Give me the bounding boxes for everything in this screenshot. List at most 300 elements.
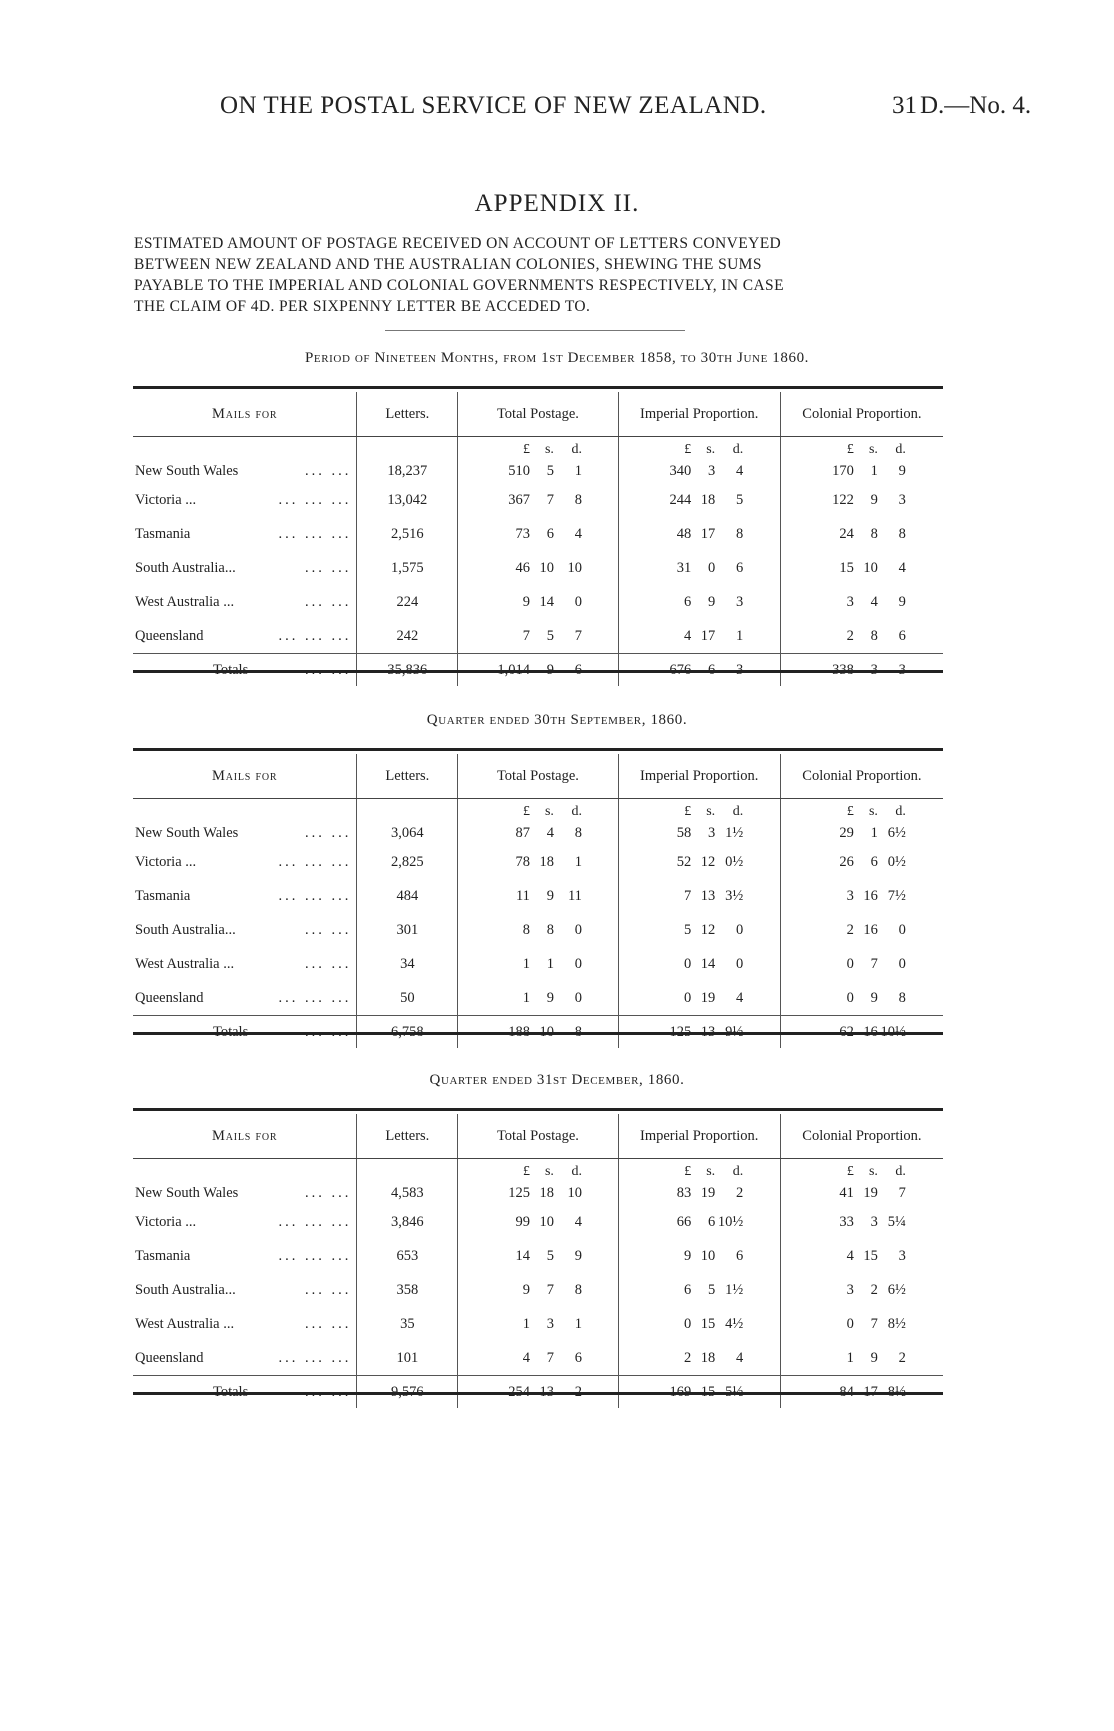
units-row <box>133 799 943 822</box>
unit-label: £ <box>846 1164 854 1179</box>
section-divider <box>385 330 685 331</box>
colony-name <box>133 1239 357 1273</box>
total-postage-pounds: 1 <box>522 989 530 1006</box>
imperial-proportion <box>618 585 780 619</box>
header-row <box>133 392 943 437</box>
colony-name-text: New South Wales <box>135 824 239 841</box>
colony-name <box>133 981 357 1016</box>
unit-label: s. <box>544 1164 554 1179</box>
total-postage-header: Total Postage. <box>458 754 618 799</box>
imperial-proportion-pounds: 7 <box>683 887 692 904</box>
imperial-proportion-pence: 6 <box>735 559 744 576</box>
units-header <box>458 1159 618 1182</box>
colonial-proportion-shillings: 2 <box>870 1281 878 1298</box>
colonial-proportion-header: Colonial Proportion. <box>780 392 943 437</box>
table-row <box>133 981 943 1016</box>
colonial-proportion <box>780 913 943 947</box>
total-postage-pence: 0 <box>574 989 582 1006</box>
total-postage-pence: 7 <box>574 627 582 644</box>
leader-dots: ... ... ... <box>278 1213 352 1230</box>
colonial-proportion-pounds: 15 <box>839 559 854 576</box>
description-line: THE CLAIM OF 4D. PER SIXPENNY LETTER BE ACCEDED TO. <box>134 298 591 315</box>
header-row <box>133 754 943 799</box>
imperial-proportion-pence: 1½ <box>725 1281 744 1298</box>
colony-name-text: South Australia... <box>135 921 236 938</box>
imperial-proportion-pence: 8 <box>735 525 744 542</box>
total-postage-pounds: 73 <box>515 525 530 542</box>
table-row <box>133 1205 943 1239</box>
letters-count: 2,516 <box>357 517 458 551</box>
total-postage <box>458 1273 618 1307</box>
total-postage-shillings: 7 <box>546 491 554 508</box>
total-postage-pence: 11 <box>567 887 582 904</box>
colonial-proportion <box>780 619 943 654</box>
leader-dots: ... ... ... <box>278 525 352 542</box>
colonial-proportion-shillings: 3 <box>870 1213 878 1230</box>
imperial-proportion-pounds: 0 <box>683 1315 692 1332</box>
imperial-proportion-pounds: 244 <box>669 491 692 508</box>
colony-name <box>133 517 357 551</box>
colonial-proportion <box>780 1273 943 1307</box>
imperial-proportion-pounds: 31 <box>676 559 692 576</box>
colony-name-text: South Australia... <box>135 559 236 576</box>
colony-name-text: South Australia... <box>135 1281 236 1298</box>
colony-name <box>133 459 357 483</box>
unit-label: d. <box>895 804 906 819</box>
unit-label: s. <box>706 1164 716 1179</box>
letters-header: Letters. <box>357 392 458 437</box>
imperial-proportion-shillings: 14 <box>700 955 716 972</box>
table-bottom-rule <box>133 1032 943 1035</box>
leader-dots: ... ... <box>305 1281 352 1298</box>
table-row <box>133 1239 943 1273</box>
total-postage-pounds: 8 <box>522 921 530 938</box>
colonial-proportion-pence: 7½ <box>887 887 906 904</box>
total-postage <box>458 845 618 879</box>
leader-dots: ... ... ... <box>278 989 352 1006</box>
mails-for-header: Mails for <box>133 392 357 437</box>
total-postage-pence: 1 <box>574 462 582 479</box>
table-description <box>134 233 949 317</box>
total-postage-pence: 0 <box>574 593 582 610</box>
units-header <box>458 799 618 822</box>
imperial-proportion-pence: 0½ <box>725 853 744 870</box>
total-postage-shillings: 6 <box>546 525 554 542</box>
colony-name-text: West Australia ... <box>135 1315 235 1332</box>
colonial-proportion-pounds: 2 <box>846 627 854 644</box>
imperial-proportion <box>618 879 780 913</box>
colonial-proportion <box>780 947 943 981</box>
unit-label: £ <box>684 1164 692 1179</box>
total-postage-pence: 10 <box>567 1184 582 1201</box>
description-line: ESTIMATED AMOUNT OF POSTAGE RECEIVED ON ACCOUNT OF LETTERS CONVEYED <box>134 235 782 252</box>
imperial-proportion-shillings: 6 <box>707 1213 716 1230</box>
imperial-proportion-pence: 3 <box>735 593 744 610</box>
total-postage-pence: 1 <box>574 853 582 870</box>
colony-name-text: Tasmania <box>135 887 191 904</box>
imperial-proportion <box>618 1205 780 1239</box>
unit-label: s. <box>544 804 554 819</box>
imperial-proportion-shillings: 12 <box>700 853 716 870</box>
colonial-proportion-pounds: 3 <box>846 1281 854 1298</box>
table-row <box>133 619 943 654</box>
imperial-proportion-header: Imperial Proportion. <box>618 754 780 799</box>
colonial-proportion-shillings: 15 <box>863 1247 878 1264</box>
imperial-proportion-header: Imperial Proportion. <box>618 392 780 437</box>
imperial-proportion-pence: 5 <box>735 491 744 508</box>
leader-dots: ... ... <box>305 559 352 576</box>
total-postage-pence: 4 <box>574 525 582 542</box>
imperial-proportion-pounds: 4 <box>683 627 692 644</box>
total-postage-pence: 0 <box>574 921 582 938</box>
total-postage <box>458 551 618 585</box>
unit-label: d. <box>571 1164 582 1179</box>
colonial-proportion-shillings: 1 <box>870 824 878 841</box>
imperial-proportion <box>618 1239 780 1273</box>
units-header <box>780 799 943 822</box>
unit-label: d. <box>895 442 906 457</box>
colonial-proportion-pence: 7 <box>898 1184 906 1201</box>
letters-count: 224 <box>357 585 458 619</box>
total-postage <box>458 1181 618 1205</box>
total-postage-pence: 10 <box>567 559 582 576</box>
leader-dots: ... ... ... <box>278 887 352 904</box>
table-bottom-rule <box>133 1392 943 1395</box>
total-postage-pence: 1 <box>574 1315 582 1332</box>
total-postage-shillings: 7 <box>546 1349 554 1366</box>
total-postage-pence: 0 <box>574 955 582 972</box>
units-header <box>780 437 943 460</box>
postage-table-september <box>133 754 943 1048</box>
colonial-proportion <box>780 879 943 913</box>
colonial-proportion-pounds: 2 <box>846 921 854 938</box>
imperial-proportion-pounds: 0 <box>683 955 692 972</box>
description-line: BETWEEN NEW ZEALAND AND THE AUSTRALIAN COLONIES, SHEWING THE SUMS <box>134 256 762 273</box>
colonial-proportion <box>780 1239 943 1273</box>
imperial-proportion-shillings: 3 <box>707 824 716 841</box>
colony-name <box>133 1341 357 1376</box>
total-postage-shillings: 5 <box>546 462 554 479</box>
total-postage <box>458 483 618 517</box>
postage-table-december <box>133 1114 943 1408</box>
total-postage-shillings: 18 <box>539 853 554 870</box>
colony-name-text: West Australia ... <box>135 593 235 610</box>
colonial-proportion-shillings: 19 <box>863 1184 878 1201</box>
imperial-proportion-shillings: 19 <box>700 1184 716 1201</box>
colonial-proportion-pounds: 33 <box>839 1213 854 1230</box>
colony-name-text: Queensland <box>135 1349 204 1366</box>
colony-name-text: Tasmania <box>135 525 191 542</box>
letters-count: 18,237 <box>357 459 458 483</box>
unit-label: d. <box>732 442 744 457</box>
imperial-proportion-header: Imperial Proportion. <box>618 1114 780 1159</box>
imperial-proportion-pence: 10½ <box>717 1213 744 1230</box>
colonial-proportion-pounds: 24 <box>839 525 854 542</box>
colonial-proportion-pence: 5¼ <box>887 1213 906 1230</box>
total-postage <box>458 1307 618 1341</box>
unit-label: d. <box>732 804 744 819</box>
colony-name-text: Queensland <box>135 627 204 644</box>
imperial-proportion-shillings: 15 <box>700 1315 716 1332</box>
quarter-caption-september: Quarter ended 30th September, 1860. <box>426 712 688 728</box>
table-top-rule <box>133 386 943 389</box>
table-top-rule <box>133 748 943 751</box>
table-row <box>133 1273 943 1307</box>
colonial-proportion-shillings: 9 <box>870 491 878 508</box>
colonial-proportion-shillings: 7 <box>870 955 878 972</box>
colonial-proportion <box>780 821 943 845</box>
colony-name <box>133 585 357 619</box>
total-postage-shillings: 5 <box>546 1247 554 1264</box>
unit-label: d. <box>571 804 582 819</box>
header-row <box>133 1114 943 1159</box>
colonial-proportion-pence: 3 <box>898 1247 906 1264</box>
imperial-proportion <box>618 517 780 551</box>
postage-table-period <box>133 392 943 686</box>
total-postage-pence: 8 <box>574 1281 582 1298</box>
colonial-proportion-pence: 9 <box>898 593 906 610</box>
imperial-proportion-pence: 4 <box>735 1349 744 1366</box>
unit-label: d. <box>732 1164 744 1179</box>
leader-dots: ... ... ... <box>278 1349 352 1366</box>
table-bottom-rule <box>133 670 943 673</box>
period-caption: Period of Nineteen Months, from 1st December 1858, to 30th June 1860. <box>304 350 810 366</box>
total-postage-pounds: 1 <box>522 955 530 972</box>
total-postage-header: Total Postage. <box>458 1114 618 1159</box>
imperial-proportion <box>618 845 780 879</box>
imperial-proportion-shillings: 0 <box>707 559 716 576</box>
total-postage <box>458 585 618 619</box>
colonial-proportion-shillings: 10 <box>863 559 878 576</box>
table-row <box>133 585 943 619</box>
total-postage-shillings: 18 <box>539 1184 554 1201</box>
imperial-proportion-shillings: 10 <box>700 1247 716 1264</box>
imperial-proportion-shillings: 9 <box>707 593 716 610</box>
imperial-proportion <box>618 483 780 517</box>
colonial-proportion <box>780 981 943 1016</box>
colony-name <box>133 1273 357 1307</box>
colonial-proportion-pounds: 41 <box>839 1184 854 1201</box>
blank-cell <box>133 799 357 822</box>
colonial-proportion-shillings: 4 <box>870 593 878 610</box>
blank-cell <box>357 437 458 460</box>
colonial-proportion-shillings: 7 <box>870 1315 878 1332</box>
total-postage-shillings: 5 <box>546 627 554 644</box>
table-row <box>133 551 943 585</box>
colonial-proportion-pence: 4 <box>898 559 906 576</box>
document-reference: D.—No. 4. <box>920 92 1032 119</box>
unit-label: £ <box>846 442 854 457</box>
total-postage-pence: 4 <box>574 1213 582 1230</box>
mails-for-header: Mails for <box>133 754 357 799</box>
total-postage-shillings: 14 <box>539 593 554 610</box>
total-postage <box>458 517 618 551</box>
colony-name-text: New South Wales <box>135 1184 239 1201</box>
letters-count: 3,846 <box>357 1205 458 1239</box>
leader-dots: ... ... <box>305 462 352 479</box>
colonial-proportion-pounds: 1 <box>846 1349 854 1366</box>
table-row <box>133 913 943 947</box>
imperial-proportion <box>618 1341 780 1376</box>
colonial-proportion-shillings: 16 <box>863 921 878 938</box>
blank-cell <box>357 1159 458 1182</box>
blank-cell <box>357 799 458 822</box>
colonial-proportion <box>780 585 943 619</box>
imperial-proportion-pence: 0 <box>735 921 744 938</box>
letters-count: 101 <box>357 1341 458 1376</box>
colonial-proportion-pence: 6½ <box>887 824 906 841</box>
total-postage-pence: 9 <box>574 1247 582 1264</box>
colonial-proportion-shillings: 9 <box>870 1349 878 1366</box>
unit-label: d. <box>895 1164 906 1179</box>
colony-name <box>133 1205 357 1239</box>
leader-dots: ... ... <box>305 955 352 972</box>
mails-for-header: Mails for <box>133 1114 357 1159</box>
imperial-proportion <box>618 1273 780 1307</box>
colonial-proportion <box>780 459 943 483</box>
colony-name <box>133 913 357 947</box>
imperial-proportion-pounds: 58 <box>676 824 692 841</box>
imperial-proportion <box>618 551 780 585</box>
colonial-proportion-pence: 8 <box>898 989 906 1006</box>
imperial-proportion-pounds: 6 <box>683 1281 692 1298</box>
colonial-proportion-shillings: 1 <box>870 462 878 479</box>
imperial-proportion <box>618 947 780 981</box>
table-top-rule <box>133 1108 943 1111</box>
imperial-proportion <box>618 1181 780 1205</box>
letters-count: 50 <box>357 981 458 1016</box>
colony-name-text: Queensland <box>135 989 204 1006</box>
colonial-proportion-pounds: 0 <box>846 989 854 1006</box>
total-postage <box>458 821 618 845</box>
units-header <box>618 437 780 460</box>
unit-label: s. <box>868 442 878 457</box>
units-header <box>458 437 618 460</box>
letters-count: 3,064 <box>357 821 458 845</box>
imperial-proportion-pence: 1 <box>735 627 744 644</box>
colonial-proportion-pence: 3 <box>898 491 906 508</box>
colonial-proportion <box>780 1205 943 1239</box>
total-postage-pounds: 9 <box>522 1281 530 1298</box>
colonial-proportion-pence: 8½ <box>887 1315 906 1332</box>
total-postage-shillings: 10 <box>539 559 554 576</box>
letters-count: 358 <box>357 1273 458 1307</box>
colonial-proportion-pounds: 3 <box>846 887 854 904</box>
imperial-proportion <box>618 459 780 483</box>
unit-label: £ <box>522 442 530 457</box>
total-postage-shillings: 4 <box>546 824 554 841</box>
letters-count: 1,575 <box>357 551 458 585</box>
total-postage <box>458 913 618 947</box>
letters-count: 4,583 <box>357 1181 458 1205</box>
total-postage-shillings: 3 <box>546 1315 554 1332</box>
colony-name-text: Tasmania <box>135 1247 191 1264</box>
colonial-proportion-pounds: 26 <box>839 853 854 870</box>
imperial-proportion-pence: 2 <box>735 1184 744 1201</box>
total-postage-pounds: 510 <box>508 462 530 479</box>
colony-name-text: Victoria ... <box>135 491 197 508</box>
imperial-proportion-shillings: 13 <box>700 887 716 904</box>
imperial-proportion-shillings: 19 <box>700 989 716 1006</box>
table-row <box>133 879 943 913</box>
table-row <box>133 1181 943 1205</box>
colonial-proportion-pounds: 3 <box>846 593 854 610</box>
colonial-proportion-pence: 6½ <box>887 1281 906 1298</box>
total-postage-shillings: 10 <box>539 1213 554 1230</box>
unit-label: £ <box>522 1164 530 1179</box>
imperial-proportion-pounds: 5 <box>683 921 692 938</box>
colonial-proportion-pence: 9 <box>898 462 906 479</box>
leader-dots: ... ... ... <box>278 627 352 644</box>
imperial-proportion <box>618 821 780 845</box>
total-postage-shillings: 7 <box>546 1281 554 1298</box>
colony-name <box>133 821 357 845</box>
imperial-proportion-pounds: 2 <box>683 1349 692 1366</box>
imperial-proportion-pounds: 340 <box>669 462 692 479</box>
total-postage <box>458 459 618 483</box>
total-postage-pounds: 14 <box>515 1247 530 1264</box>
table-row <box>133 483 943 517</box>
colonial-proportion-pence: 2 <box>898 1349 906 1366</box>
imperial-proportion <box>618 913 780 947</box>
colonial-proportion-shillings: 8 <box>870 525 878 542</box>
imperial-proportion-pounds: 0 <box>683 989 692 1006</box>
total-postage-pounds: 78 <box>515 853 530 870</box>
table-row <box>133 845 943 879</box>
imperial-proportion-pounds: 48 <box>676 525 692 542</box>
letters-count: 35 <box>357 1307 458 1341</box>
colony-name <box>133 947 357 981</box>
unit-label: £ <box>684 442 692 457</box>
imperial-proportion-shillings: 5 <box>707 1281 716 1298</box>
imperial-proportion-shillings: 12 <box>700 921 716 938</box>
description-line: PAYABLE TO THE IMPERIAL AND COLONIAL GOVERNMENTS RESPECTIVELY, IN CASE <box>134 277 784 294</box>
letters-count: 653 <box>357 1239 458 1273</box>
colonial-proportion-pounds: 122 <box>832 491 854 508</box>
imperial-proportion-shillings: 3 <box>707 462 716 479</box>
colony-name <box>133 1307 357 1341</box>
imperial-proportion-pence: 4 <box>735 462 744 479</box>
total-postage <box>458 879 618 913</box>
imperial-proportion-shillings: 18 <box>700 1349 716 1366</box>
colonial-proportion-pounds: 29 <box>839 824 854 841</box>
running-title: ON THE POSTAL SERVICE OF NEW ZEALAND. <box>220 92 767 119</box>
leader-dots: ... ... ... <box>278 491 352 508</box>
letters-count: 242 <box>357 619 458 654</box>
table-row <box>133 459 943 483</box>
colonial-proportion-header: Colonial Proportion. <box>780 1114 943 1159</box>
leader-dots: ... ... <box>305 921 352 938</box>
appendix-title: APPENDIX II. <box>474 190 640 217</box>
imperial-proportion-shillings: 17 <box>700 525 716 542</box>
total-postage <box>458 981 618 1016</box>
imperial-proportion-shillings: 18 <box>700 491 716 508</box>
total-postage-pounds: 367 <box>508 491 530 508</box>
colonial-proportion-shillings: 8 <box>870 627 878 644</box>
table-row <box>133 517 943 551</box>
colonial-proportion <box>780 517 943 551</box>
colony-name <box>133 619 357 654</box>
imperial-proportion-pence: 4 <box>735 989 744 1006</box>
units-header <box>780 1159 943 1182</box>
colony-name <box>133 483 357 517</box>
total-postage <box>458 1205 618 1239</box>
colonial-proportion-pence: 8 <box>898 525 906 542</box>
unit-label: £ <box>846 804 854 819</box>
running-header <box>0 92 1114 122</box>
unit-label: s. <box>868 1164 878 1179</box>
imperial-proportion-pounds: 6 <box>683 593 692 610</box>
